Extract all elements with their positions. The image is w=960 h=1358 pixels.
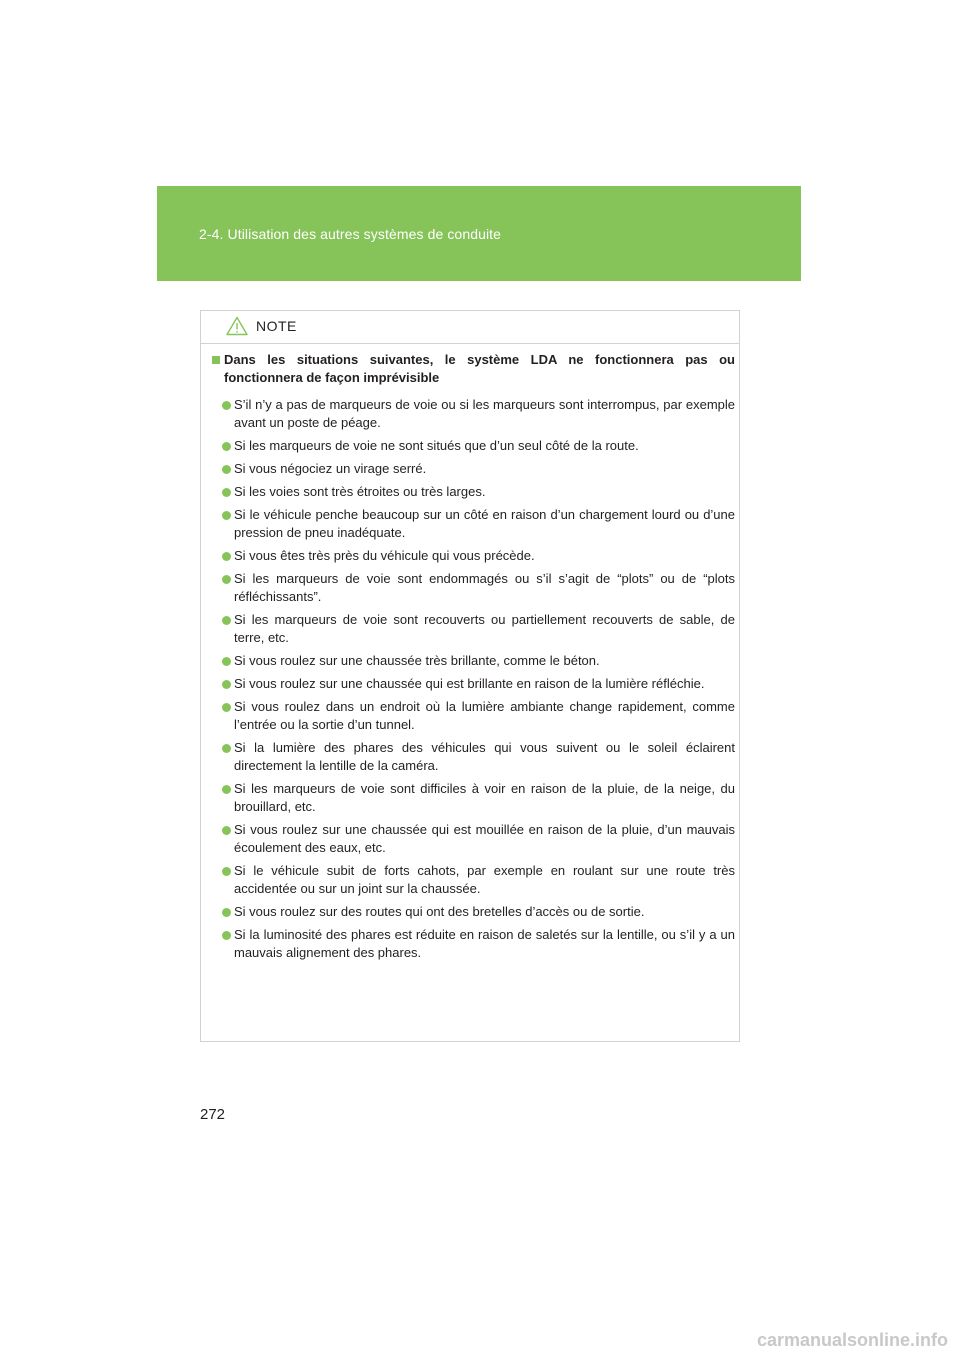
note-heading (226, 316, 297, 336)
square-bullet-icon (212, 356, 220, 364)
list-item (214, 926, 735, 962)
round-bullet-icon (222, 442, 231, 451)
list-item (214, 483, 735, 501)
section-title-text: Dans les situations suivantes, le système LDA ne fonctionnera pas ou fonctionnera de façon imprévisible (224, 352, 735, 385)
list-item (214, 396, 735, 432)
round-bullet-icon (222, 511, 231, 520)
round-bullet-icon (222, 908, 231, 917)
round-bullet-icon (222, 744, 231, 753)
list-item (214, 652, 735, 670)
header-band (157, 186, 801, 281)
list-item (214, 698, 735, 734)
list-item-text: Si vous roulez sur une chaussée qui est mouillée en raison de la pluie, d’un mauvais écoulement des eaux, etc. (234, 822, 735, 855)
round-bullet-icon (222, 465, 231, 474)
list-item-text: Si les marqueurs de voie ne sont situés que d’un seul côté de la route. (234, 438, 639, 453)
round-bullet-icon (222, 616, 231, 625)
list-item (214, 903, 735, 921)
list-item (214, 437, 735, 455)
list-item-text: Si les marqueurs de voie sont endommagés ou s’il s’agit de “plots” ou de “plots réfléchissants”. (234, 571, 735, 604)
round-bullet-icon (222, 931, 231, 940)
page-number: 272 (200, 1106, 226, 1123)
list-item (214, 460, 735, 478)
list-item-text: Si vous roulez sur des routes qui ont des bretelles d’accès ou de sortie. (234, 904, 645, 919)
warning-triangle-icon (226, 316, 248, 336)
round-bullet-icon (222, 552, 231, 561)
list-item-text: Si la luminosité des phares est réduite en raison de saletés sur la lentille, ou s’il y a un mauvais alignement des phares. (234, 927, 735, 960)
list-item-text: Si les voies sont très étroites ou très larges. (234, 484, 486, 499)
section-header-title: 2-4. Utilisation des autres systèmes de conduite (199, 226, 502, 242)
list-item (214, 611, 735, 647)
list-item-text: Si les marqueurs de voie sont recouverts ou partiellement recouverts de sable, de terre, etc. (234, 612, 735, 645)
list-item-text: Si vous roulez sur une chaussée très brillante, comme le béton. (234, 653, 600, 668)
round-bullet-icon (222, 401, 231, 410)
round-bullet-icon (222, 575, 231, 584)
round-bullet-icon (222, 703, 231, 712)
round-bullet-icon (222, 867, 231, 876)
list-item (214, 547, 735, 565)
round-bullet-icon (222, 785, 231, 794)
list-item-text: Si le véhicule subit de forts cahots, par exemple en roulant sur une route très accidentée ou sur un joint sur la chaussée. (234, 863, 735, 896)
list-item-text: Si vous roulez sur une chaussée qui est brillante en raison de la lumière réfléchie. (234, 676, 705, 691)
watermark[interactable]: carmanualsonline.info (756, 1330, 948, 1350)
list-item (214, 862, 735, 898)
round-bullet-icon (222, 826, 231, 835)
list-item-text: Si la lumière des phares des véhicules qui vous suivent ou le soleil éclairent directement la lentille de la caméra. (234, 740, 735, 773)
list-item-text: Si le véhicule penche beaucoup sur un côté en raison d’un chargement lourd ou d’une pression de pneu inadéquate. (234, 507, 735, 540)
list-item (214, 675, 735, 693)
list-item-text: Si vous négociez un virage serré. (234, 461, 427, 476)
list-item-text: S’il n’y a pas de marqueurs de voie ou si les marqueurs sont interrompus, par exemple avant un poste de péage. (234, 397, 735, 430)
list-item (214, 780, 735, 816)
list-item (214, 821, 735, 857)
note-label: NOTE (256, 318, 297, 334)
list-item (214, 570, 735, 606)
list-item (214, 506, 735, 542)
list-item-text: Si vous roulez dans un endroit où la lumière ambiante change rapidement, comme l’entrée ou la sortie d’un tunnel. (234, 699, 735, 732)
round-bullet-icon (222, 657, 231, 666)
round-bullet-icon (222, 488, 231, 497)
list-item-text: Si les marqueurs de voie sont difficiles à voir en raison de la pluie, de la neige, du brouillard, etc. (234, 781, 735, 814)
list-item (214, 739, 735, 775)
note-divider (200, 343, 740, 344)
section-title (212, 351, 735, 387)
round-bullet-icon (222, 680, 231, 689)
note-content (212, 351, 735, 967)
list-item-text: Si vous êtes très près du véhicule qui vous précède. (234, 548, 535, 563)
